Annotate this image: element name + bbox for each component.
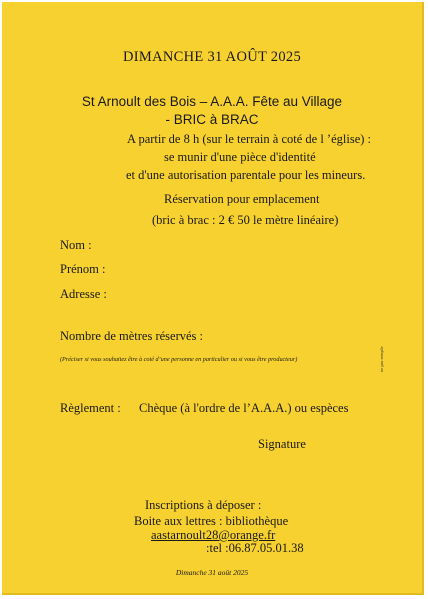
field-adresse-label: Adresse :: [60, 287, 107, 301]
date-title: DIMANCHE 31 AOÛT 2025: [122, 49, 302, 65]
contact-email[interactable]: aastarnoult28@orange.fr: [151, 528, 276, 542]
info-line-1: A partir de 8 h (sur le terrain à coté de l ’église) :: [127, 132, 372, 146]
event-subtitle: - BRIC à BRAC: [165, 112, 259, 127]
contact-line-1: Inscriptions à déposer :: [145, 498, 262, 512]
info-line-3: et d'une autorisation parentale pour les mineurs.: [126, 168, 366, 182]
info-line-2: se munir d'une pièce d'identité: [164, 150, 316, 164]
footer-date: Dimanche 31 août 2025: [175, 568, 249, 577]
flyer-sheet: [2, 2, 424, 595]
placement-note: (Préciser si vous souhaitez être à coté d’une personne en particulier ou si vous être producteur): [60, 356, 298, 363]
reglement-value: Chèque (à l'ordre de l’A.A.A.) ou espèces: [139, 401, 349, 415]
price-info: (bric à brac : 2 € 50 le mètre linéaire): [152, 213, 339, 227]
field-prenom-label: Prénom :: [60, 262, 106, 276]
field-metres-label: Nombre de mètres réservés :: [60, 329, 203, 343]
reservation-heading: Réservation pour emplacement: [164, 192, 320, 206]
reglement-label: Règlement :: [60, 401, 121, 415]
event-title: St Arnoult des Bois – A.A.A. Fête au Village: [81, 94, 343, 109]
side-note: ne pas remplir: [379, 346, 384, 372]
signature-label: Signature: [258, 437, 306, 451]
field-nom-label: Nom :: [60, 238, 92, 252]
contact-line-2: Boite aux lettres : bibliothèque: [134, 514, 289, 528]
contact-phone: :tel :06.87.05.01.38: [206, 541, 304, 555]
